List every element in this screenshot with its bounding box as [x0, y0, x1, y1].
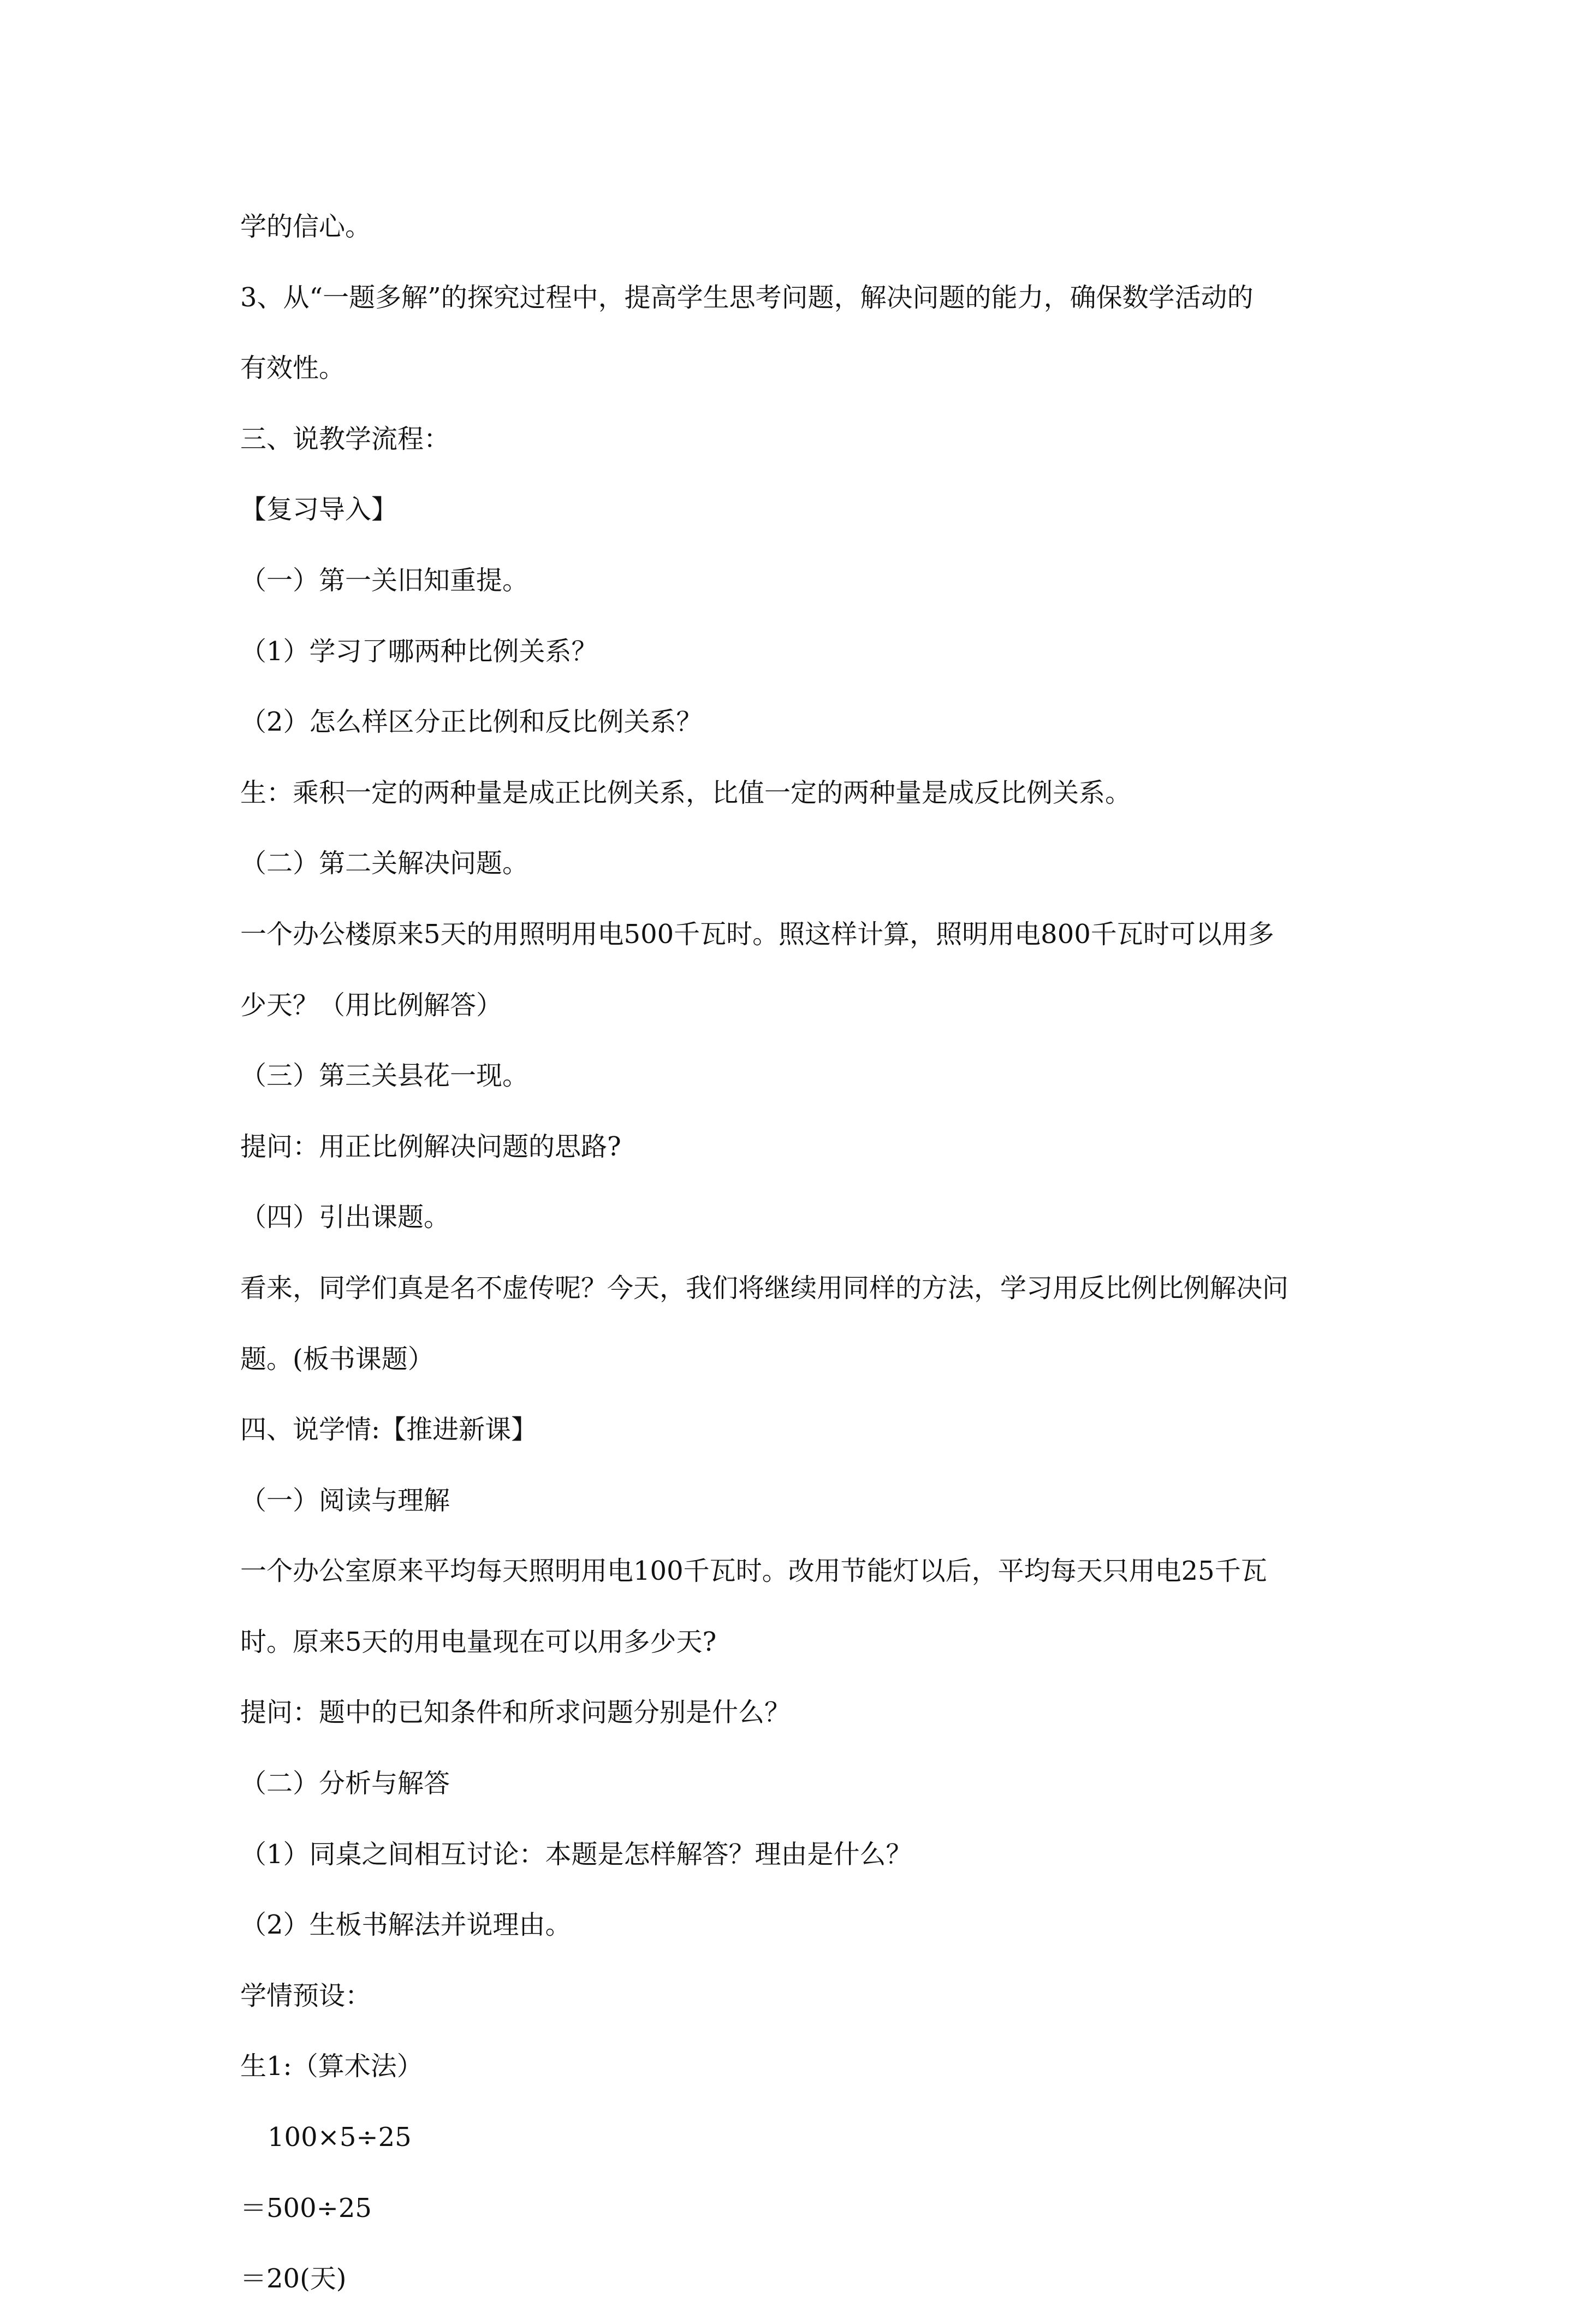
text-line: 3、从“一题多解”的探究过程中，提高学生思考问题，解决问题的能力，确保数学活动的 [240, 282, 1254, 313]
text-line: 学的信心。 [240, 211, 372, 242]
text-line: 学情预设： [240, 1980, 372, 2011]
text-line: 时。原来5天的用电量现在可以用多少天? [240, 1626, 717, 1657]
text-line: （2）怎么样区分正比例和反比例关系？ [240, 707, 703, 738]
calculation-line: 100×5÷25 [268, 2122, 412, 2153]
text-line: （1）同桌之间相互讨论：本题是怎样解答？理由是什么？ [240, 1839, 912, 1870]
document-body [240, 201, 1349, 2324]
subsection-heading: 【复习导入】 [240, 494, 398, 525]
text-line: （二）第二关解决问题。 [240, 848, 529, 879]
text-line: 提问：题中的已知条件和所求问题分别是什么？ [240, 1697, 791, 1728]
text-line: 题。(板书课题） [240, 1343, 434, 1374]
text-line: 少天？（用比例解答） [240, 989, 503, 1021]
section-heading: 三、说教学流程： [240, 423, 450, 454]
text-line: 生：乘积一定的两种量是成正比例关系，比值一定的两种量是成反比例关系。 [240, 777, 1132, 808]
text-line: 有效性。 [240, 353, 346, 384]
text-line: 生1:（算术法） [240, 2051, 423, 2082]
text-line: 一个办公室原来平均每天照明用电100千瓦时。改用节能灯以后，平均每天只用电25千瓦 [240, 1556, 1267, 1587]
text-line: （二）分析与解答 [240, 1768, 450, 1799]
text-line: （一）阅读与理解 [240, 1485, 450, 1516]
calculation-line: ＝20(天) [240, 2263, 347, 2295]
text-line: 一个办公楼原来5天的用照明用电500千瓦时。照这样计算，照明用电800千瓦时可以用多 [240, 918, 1274, 950]
text-line: （四）引出课题。 [240, 1202, 450, 1233]
calculation-line: ＝500÷25 [240, 2192, 372, 2224]
text-line: （2）生板书解法并说理由。 [240, 1910, 572, 1941]
text-line: （1）学习了哪两种比例关系？ [240, 636, 598, 667]
text-line: （一）第一关旧知重提。 [240, 565, 529, 596]
text-line: （三）第三关县花一现。 [240, 1060, 529, 1092]
section-heading: 四、说学情:【推进新课】 [240, 1414, 538, 1445]
text-line: 提问：用正比例解决问题的思路? [240, 1131, 621, 1162]
text-line: 看来，同学们真是名不虚传呢？今天，我们将继续用同样的方法，学习用反比例比例解决问 [240, 1272, 1289, 1303]
